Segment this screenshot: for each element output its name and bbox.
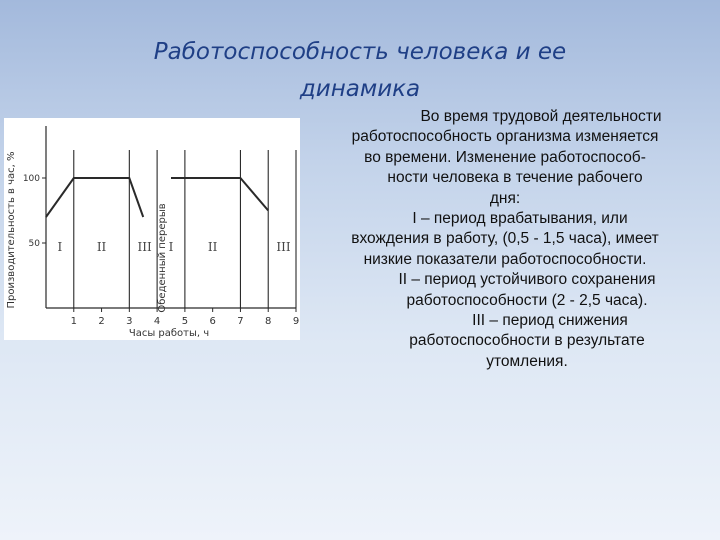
x-tick-label: 6 [209, 316, 216, 327]
text-line: во времени. Изменение работоспособ- [364, 148, 646, 166]
x-tick-label: 9 [292, 316, 300, 327]
text-line: работоспособности в результате [409, 332, 645, 350]
y-tick-label: 100 [22, 174, 40, 184]
period-label: III [137, 239, 152, 254]
text-line: вхождения в работу, (0,5 - 1,5 часа), имеет [351, 230, 659, 248]
slide-title [60, 34, 660, 108]
x-tick-label: 7 [237, 316, 244, 327]
work-capacity-chart [4, 118, 300, 340]
x-tick-label: 3 [126, 316, 133, 327]
text-line: Во время трудовой деятельности [420, 108, 662, 125]
text-line: работоспособность организма изменяется [351, 128, 659, 146]
x-tick-label: 8 [265, 316, 272, 327]
text-line: ности человека в течение рабочего [387, 169, 643, 187]
y-axis-label: Производительность в час, % [6, 151, 17, 309]
slide-title-line-1: Работоспособность человека и ее [153, 39, 567, 65]
x-tick-label: 1 [70, 316, 77, 327]
period-label: III [276, 239, 291, 254]
text-line: низкие показатели работоспособности. [363, 250, 647, 268]
series-line [171, 178, 268, 211]
series-line [46, 178, 143, 217]
text-line: II – период устойчивого сохранения [398, 271, 656, 289]
text-line: I – период врабатывания, или [412, 210, 628, 228]
period-label: I [168, 239, 174, 254]
x-tick-label: 2 [98, 316, 105, 327]
text-line: III – период снижения [472, 312, 628, 330]
text-line: дня: [489, 189, 521, 207]
x-tick-label: 4 [153, 316, 161, 327]
x-axis-label: Часы работы, ч [128, 328, 210, 339]
slide-title-line-2: динамика [299, 76, 421, 102]
period-label: II [207, 239, 218, 254]
period-label: I [57, 239, 63, 254]
description-text [310, 107, 700, 372]
x-tick-label: 5 [181, 316, 189, 327]
lunch-break-label: Обеденный перерыв [157, 203, 169, 313]
chart-svg [4, 118, 300, 340]
text-line: утомления. [486, 352, 568, 370]
y-tick-label: 50 [28, 239, 40, 249]
period-label: II [96, 239, 107, 254]
text-line: работоспособности (2 - 2,5 часа). [406, 291, 648, 309]
